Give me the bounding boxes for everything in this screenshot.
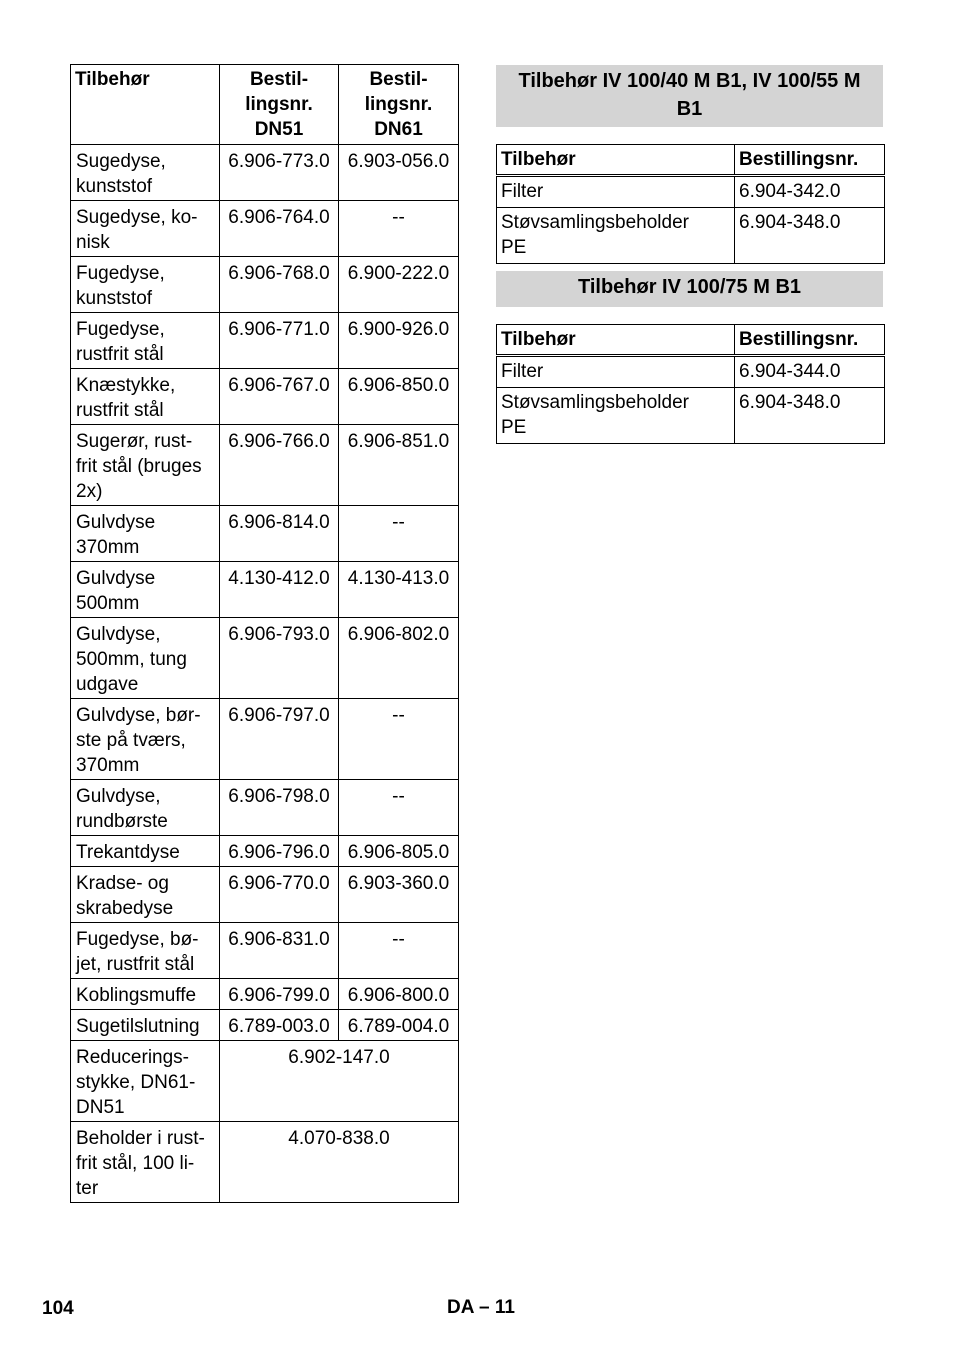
shared-number: 4.070-838.0 bbox=[220, 1122, 459, 1203]
item-name: Beholder i rust- frit stål, 100 li- ter bbox=[71, 1122, 220, 1203]
dn51-number: 6.906-814.0 bbox=[220, 506, 339, 562]
dn51-number: 6.789-003.0 bbox=[220, 1010, 339, 1041]
table-row bbox=[71, 425, 459, 506]
dn51-number: 6.906-773.0 bbox=[220, 145, 339, 201]
order-number: 6.904-348.0 bbox=[735, 388, 885, 444]
dn51-number: 6.906-766.0 bbox=[220, 425, 339, 506]
header-dn51: Bestil- lingsnr. DN51 bbox=[220, 65, 339, 145]
table-row bbox=[71, 1122, 459, 1203]
item-name: Kradse- og skrabedyse bbox=[71, 867, 220, 923]
table-header-row bbox=[497, 145, 885, 176]
order-number: 6.904-348.0 bbox=[735, 208, 885, 264]
table-row bbox=[71, 1041, 459, 1122]
table-row bbox=[71, 506, 459, 562]
dn51-number: 4.130-412.0 bbox=[220, 562, 339, 618]
shared-number: 6.902-147.0 bbox=[220, 1041, 459, 1122]
table-row bbox=[71, 923, 459, 979]
item-name: Gulvdyse, 500mm, tung udgave bbox=[71, 618, 220, 699]
item-name: Gulvdyse 500mm bbox=[71, 562, 220, 618]
dn61-number: 4.130-413.0 bbox=[339, 562, 459, 618]
dn61-number: -- bbox=[339, 506, 459, 562]
dn61-number: -- bbox=[339, 780, 459, 836]
order-number: 6.904-342.0 bbox=[735, 176, 885, 208]
page-number: 104 bbox=[42, 1298, 74, 1319]
item-name: Fugedyse, rustfrit stål bbox=[71, 313, 220, 369]
section1-table bbox=[496, 144, 885, 264]
table-row bbox=[497, 388, 885, 444]
dn61-number: -- bbox=[339, 923, 459, 979]
dn51-number: 6.906-767.0 bbox=[220, 369, 339, 425]
dn61-number: 6.900-926.0 bbox=[339, 313, 459, 369]
dn51-number: 6.906-770.0 bbox=[220, 867, 339, 923]
dn61-number: -- bbox=[339, 201, 459, 257]
dn61-number: 6.906-802.0 bbox=[339, 618, 459, 699]
table-row bbox=[71, 836, 459, 867]
table-row bbox=[71, 369, 459, 425]
dn51-number: 6.906-764.0 bbox=[220, 201, 339, 257]
header-item: Tilbehør bbox=[497, 145, 735, 176]
dn61-number: 6.906-851.0 bbox=[339, 425, 459, 506]
item-name: Gulvdyse 370mm bbox=[71, 506, 220, 562]
dn61-number: -- bbox=[339, 699, 459, 780]
table-row bbox=[71, 145, 459, 201]
dn51-number: 6.906-796.0 bbox=[220, 836, 339, 867]
table-row bbox=[71, 618, 459, 699]
table-header-row bbox=[71, 65, 459, 145]
dn51-number: 6.906-793.0 bbox=[220, 618, 339, 699]
language-page-label: DA – 11 bbox=[447, 1297, 515, 1318]
table-row bbox=[71, 867, 459, 923]
item-name: Fugedyse, bø- jet, rustfrit stål bbox=[71, 923, 220, 979]
item-name: Støvsamlingsbeholder PE bbox=[497, 388, 735, 444]
table-row bbox=[71, 562, 459, 618]
dn61-number: 6.906-800.0 bbox=[339, 979, 459, 1010]
dn51-number: 6.906-771.0 bbox=[220, 313, 339, 369]
dn61-number: 6.906-805.0 bbox=[339, 836, 459, 867]
dn61-number: 6.906-850.0 bbox=[339, 369, 459, 425]
header-number: Bestillingsnr. bbox=[735, 145, 885, 176]
dn51-number: 6.906-768.0 bbox=[220, 257, 339, 313]
table-row bbox=[71, 201, 459, 257]
dn61-number: 6.903-360.0 bbox=[339, 867, 459, 923]
section2-table bbox=[496, 324, 885, 444]
order-number: 6.904-344.0 bbox=[735, 356, 885, 388]
table-row bbox=[71, 257, 459, 313]
item-name: Filter bbox=[497, 356, 735, 388]
dn61-number: 6.900-222.0 bbox=[339, 257, 459, 313]
item-name: Støvsamlingsbeholder PE bbox=[497, 208, 735, 264]
dn51-number: 6.906-831.0 bbox=[220, 923, 339, 979]
item-name: Sugedyse, kunststof bbox=[71, 145, 220, 201]
item-name: Filter bbox=[497, 176, 735, 208]
table-row bbox=[497, 208, 885, 264]
item-name: Trekantdyse bbox=[71, 836, 220, 867]
section-title-iv100-40-55: Tilbehør IV 100/40 M B1, IV 100/55 M B1 bbox=[496, 65, 883, 127]
item-name: Sugedyse, ko- nisk bbox=[71, 201, 220, 257]
header-item: Tilbehør bbox=[497, 325, 735, 356]
item-name: Koblingsmuffe bbox=[71, 979, 220, 1010]
table-header-row bbox=[497, 325, 885, 356]
table-row bbox=[497, 176, 885, 208]
item-name: Reducerings- stykke, DN61- DN51 bbox=[71, 1041, 220, 1122]
header-dn61: Bestil- lingsnr. DN61 bbox=[339, 65, 459, 145]
item-name: Sugerør, rust- frit stål (bruges 2x) bbox=[71, 425, 220, 506]
table-row bbox=[71, 313, 459, 369]
accessories-table bbox=[70, 64, 459, 1203]
dn51-number: 6.906-797.0 bbox=[220, 699, 339, 780]
dn61-number: 6.789-004.0 bbox=[339, 1010, 459, 1041]
item-name: Knæstykke, rustfrit stål bbox=[71, 369, 220, 425]
item-name: Gulvdyse, rundbørste bbox=[71, 780, 220, 836]
table-row bbox=[71, 1010, 459, 1041]
table-row bbox=[71, 780, 459, 836]
item-name: Gulvdyse, bør- ste på tværs, 370mm bbox=[71, 699, 220, 780]
dn61-number: 6.903-056.0 bbox=[339, 145, 459, 201]
dn51-number: 6.906-799.0 bbox=[220, 979, 339, 1010]
item-name: Fugedyse, kunststof bbox=[71, 257, 220, 313]
table-row bbox=[71, 979, 459, 1010]
table-row bbox=[497, 356, 885, 388]
item-name: Sugetilslutning bbox=[71, 1010, 220, 1041]
table-row bbox=[71, 699, 459, 780]
dn51-number: 6.906-798.0 bbox=[220, 780, 339, 836]
section-title-iv100-75: Tilbehør IV 100/75 M B1 bbox=[496, 271, 883, 307]
header-item: Tilbehør bbox=[71, 65, 220, 145]
header-number: Bestillingsnr. bbox=[735, 325, 885, 356]
